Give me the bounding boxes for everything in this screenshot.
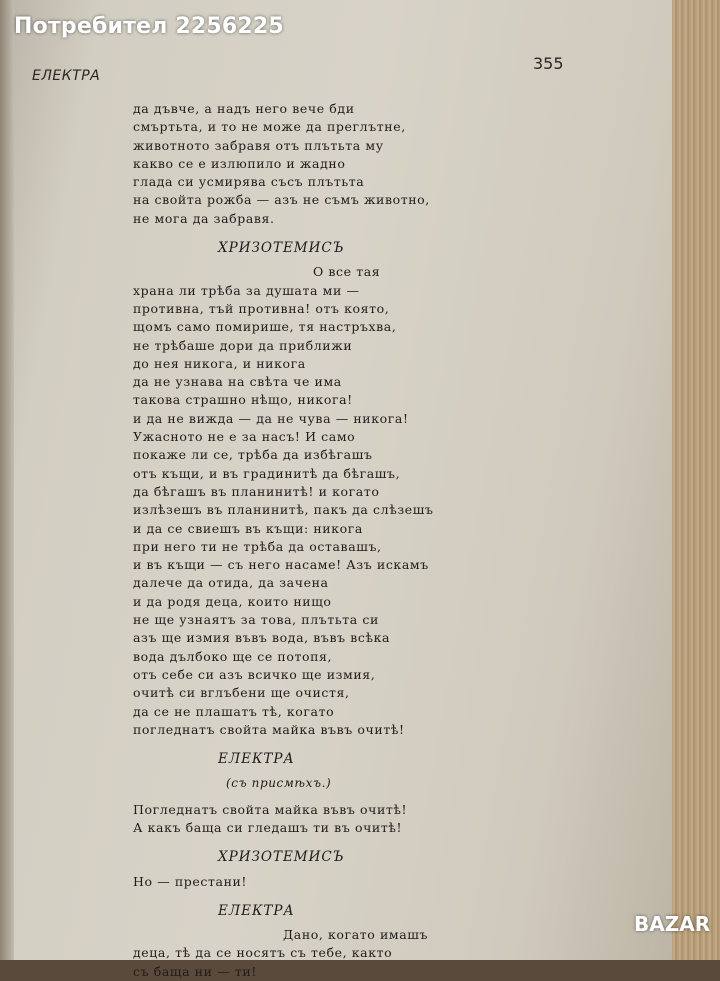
verse-line: очитѣ си вглъбени ще очистя, <box>133 685 350 701</box>
verse-line: и да не вижда — да не чува — никога! <box>133 410 409 426</box>
verse-line: такова страшно нѣщо, никога! <box>133 392 353 408</box>
verse-line: Погледнатъ свойта майка въвъ очитѣ! <box>133 801 408 817</box>
verse-line: отъ къщи, и въ градинитѣ да бѣгашъ, <box>133 465 401 481</box>
verse-line: животното забравя отъ плътьта му <box>133 137 384 153</box>
verse-line: не мога да забравя. <box>133 210 275 226</box>
electra-speech <box>133 801 453 838</box>
page-edges <box>672 0 720 960</box>
verse-line: Ужасното не е за насъ! И само <box>133 429 356 445</box>
verse-line: храна ли трѣба за душата ми — <box>133 282 360 298</box>
verse-line: да бѣгашъ въ планинитѣ! и когато <box>133 483 380 499</box>
verse-line: не трѣбаше дори да приближи <box>133 337 353 353</box>
verse-line: вода дълбоко ще се потопя, <box>133 648 333 664</box>
verse-line: щомъ само помирише, тя настръхва, <box>133 319 397 335</box>
verse-line: погледнатъ свойта майка въвъ очитѣ! <box>133 721 405 737</box>
verse-line: не ще узнаятъ за това, плътьта си <box>133 612 379 628</box>
speaker-electra: ЕЛЕКТРА <box>218 751 295 768</box>
verse-line: какво се е излюпило и жадно <box>133 155 346 171</box>
user-watermark: Потребител 2256225 <box>14 14 284 39</box>
opening-speech <box>133 100 453 228</box>
verse-line: да се не плашатъ тѣ, когато <box>133 703 335 719</box>
electra-speech <box>133 926 453 981</box>
verse-line: О все тая <box>313 264 381 280</box>
verse-line: отъ себе си азъ всичко ще измия, <box>133 666 376 682</box>
verse-line: Но — престани! <box>133 873 248 889</box>
verse-line: и въ къщи — съ него насаме! Азъ искамъ <box>133 557 429 573</box>
verse-line: съ баща ни — ти! <box>133 963 257 979</box>
verse-line: деца, тѣ да се носятъ съ тебе, както <box>133 945 393 961</box>
stage-direction: (съ присмѣхъ.) <box>226 776 332 791</box>
verse-line: глада си усмирява съсъ плътьта <box>133 174 365 190</box>
bazar-logo: BAZAR <box>634 912 711 936</box>
verse-line: да дъвче, а надъ него вече бди <box>133 101 355 116</box>
play-text <box>133 100 453 981</box>
verse-line: далече да отида, да зачена <box>133 575 329 591</box>
verse-line: азъ ще измия въвъ вода, въвъ всѣка <box>133 630 391 646</box>
verse-line: и да родя деца, които нищо <box>133 593 332 609</box>
speaker-electra: ЕЛЕКТРА <box>218 902 295 919</box>
verse-line: смъртьта, и то не може да преглътне, <box>133 119 406 135</box>
verse-line: излѣзешъ въ планинитѣ, пакъ да слѣзешъ <box>133 502 434 518</box>
verse-line: на свойта рожба — азъ не съмъ животно, <box>133 192 430 208</box>
verse-line: покаже ли се, трѣба да избѣгашъ <box>133 447 373 463</box>
running-head: ЕЛЕКТРА <box>32 68 101 84</box>
left-page-fold <box>0 0 14 960</box>
verse-line: да не узнава на свѣта че има <box>133 374 342 390</box>
verse-line: А какъ баща си гледашъ ти въ очитѣ! <box>133 819 403 835</box>
verse-line: и да се свиешъ въ къщи: никога <box>133 520 363 536</box>
verse-line: при него ти не трѣба да оставашъ, <box>133 538 382 554</box>
speaker-chrysothemis: ХРИЗОТЕМИСЪ <box>218 849 345 866</box>
verse-line: до нея никога, и никога <box>133 355 306 371</box>
chrysothemis-speech <box>133 873 453 891</box>
verse-line: противна, тъй противна! отъ която, <box>133 300 390 316</box>
speaker-chrysothemis: ХРИЗОТЕМИСЪ <box>218 240 345 257</box>
chrysothemis-speech <box>133 263 453 739</box>
verse-line: Дано, когато имашъ <box>283 927 429 943</box>
page-number: 355 <box>533 54 564 73</box>
